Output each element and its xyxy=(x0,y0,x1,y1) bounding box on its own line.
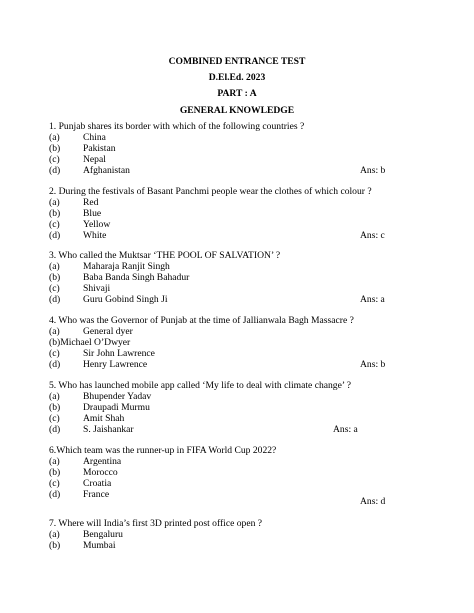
answer-4: Ans: b xyxy=(360,359,386,370)
option-1a: (a) China xyxy=(49,132,106,143)
option-4c: (c) Sir John Lawrence xyxy=(49,348,155,359)
option-5a: (a) Bhupender Yadav xyxy=(49,391,152,402)
option-2a: (a) Red xyxy=(49,197,99,208)
option-6a: (a) Argentina xyxy=(49,456,122,467)
option-4a: (a) General dyer xyxy=(49,326,133,337)
question-3: 3. Who called the Muktsar ‘THE POOL OF SALVATION’ ? xyxy=(49,250,281,261)
option-1d: (d) Afghanistan xyxy=(49,165,130,176)
question-7: 7. Where will India’s first 3D printed post office open ? xyxy=(49,518,263,529)
option-1c: (c) Nepal xyxy=(49,154,106,165)
question-5: 5. Who has launched mobile app called ‘My life to deal with climate change’ ? xyxy=(49,380,352,391)
option-4b: (b)Michael O’Dwyer xyxy=(49,337,131,348)
option-3d: (d) Guru Gobind Singh Ji xyxy=(49,294,168,305)
option-3b: (b) Baba Banda Singh Bahadur xyxy=(49,272,190,283)
option-1b: (b) Pakistan xyxy=(49,143,116,154)
option-7a: (a) Bengaluru xyxy=(49,529,123,540)
option-5d: (d) S. Jaishankar xyxy=(49,424,134,435)
question-1: 1. Punjab shares its border with which of the following countries ? xyxy=(49,121,305,132)
question-4: 4. Who was the Governor of Punjab at the time of Jallianwala Bagh Massacre ? xyxy=(49,315,354,326)
part-title: PART : A xyxy=(217,88,257,99)
course-title: D.El.Ed. 2023 xyxy=(208,72,266,83)
option-6b: (b) Morocco xyxy=(49,467,118,478)
option-6d: (d) France xyxy=(49,489,110,500)
question-6: 6.Which team was the runner-up in FIFA World Cup 2022? xyxy=(49,445,277,456)
answer-3: Ans: a xyxy=(360,294,385,305)
question-2: 2. During the festivals of Basant Panchmi people wear the clothes of which colour ? xyxy=(49,186,372,197)
option-2b: (b) Blue xyxy=(49,208,102,219)
answer-2: Ans: c xyxy=(360,230,385,241)
answer-6: Ans: d xyxy=(360,496,386,507)
section-title: GENERAL KNOWLEDGE xyxy=(179,105,295,116)
option-5c: (c) Amit Shah xyxy=(49,413,125,424)
option-7b: (b) Mumbai xyxy=(49,540,116,551)
exam-title: COMBINED ENTRANCE TEST xyxy=(168,56,306,67)
option-5b: (b) Draupadi Murmu xyxy=(49,402,150,413)
option-2d: (d) White xyxy=(49,230,107,241)
option-4d: (d) Henry Lawrence xyxy=(49,359,148,370)
answer-1: Ans: b xyxy=(360,165,386,176)
answer-5: Ans: a xyxy=(333,424,358,435)
option-6c: (c) Croatia xyxy=(49,478,112,489)
option-3c: (c) Shivaji xyxy=(49,283,111,294)
option-3a: (a) Maharaja Ranjit Singh xyxy=(49,261,170,272)
option-2c: (c) Yellow xyxy=(49,219,111,230)
